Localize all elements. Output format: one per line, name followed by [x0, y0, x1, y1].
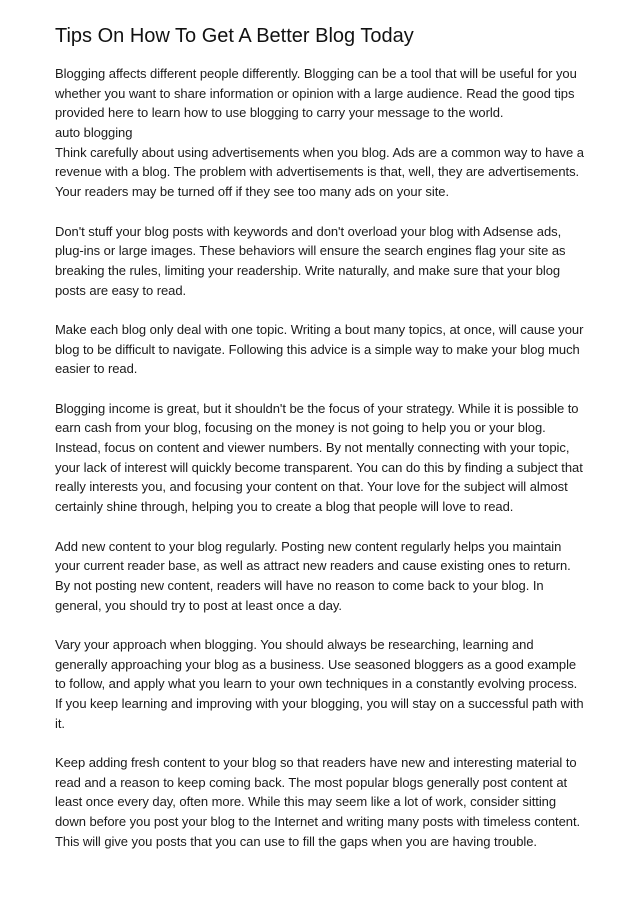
paragraph-line: posts are easy to read.: [55, 282, 187, 298]
paragraph-line: easier to read.: [55, 361, 138, 377]
paragraph-line: certainly shine through, helping you to create a blog that people will love to read.: [55, 499, 514, 515]
paragraph-line: whether you want to share information or opinion with a large audience. Read the good tips: [55, 85, 575, 101]
paragraph-line: your current reader base, as well as attract new readers and cause existing ones to return.: [55, 558, 571, 574]
paragraph-line: provided here to learn how to use blogging to carry your message to the world.: [55, 105, 504, 121]
paragraph-line: Blogging income is great, but it shouldn't be the focus of your strategy. While it is possible to: [55, 400, 579, 416]
paragraph-line: your lack of interest will quickly become transparent. You can do this by finding a subject that: [55, 459, 583, 475]
paragraph-line: really interests you, and focusing your content on that. Your love for the subject will almost: [55, 479, 568, 495]
paragraph-line: Instead, focus on content and viewer numbers. By not mentally connecting with your topic,: [55, 440, 570, 456]
paragraph-gap: [55, 733, 590, 753]
paragraph-gap: [55, 517, 590, 537]
document-page: [55, 22, 590, 852]
paragraph-line: to follow, and apply what you learn to your own techniques in a constantly evolving process.: [55, 676, 578, 692]
page-title: Tips On How To Get A Better Blog Today: [55, 25, 414, 47]
paragraph-gap: [55, 379, 590, 399]
paragraph-line: blog to be difficult to navigate. Following this advice is a simple way to make your blog much: [55, 341, 580, 357]
paragraph-line: generally approaching your blog as a business. Use seasoned bloggers as a good example: [55, 656, 577, 672]
paragraph-line: earn cash from your blog, focusing on the money is not going to help you or your blog.: [55, 420, 546, 436]
paragraph-gap: [55, 300, 590, 320]
paragraph-line: Make each blog only deal with one topic. Writing a bout many topics, at once, will cause your: [55, 321, 584, 337]
paragraph-line: Keep adding fresh content to your blog so that readers have new and interesting material to: [55, 755, 577, 771]
article-body: [55, 64, 590, 852]
paragraph-line: breaking the rules, limiting your readership. Write naturally, and make sure that your blog: [55, 262, 561, 278]
paragraph-gap: [55, 202, 590, 222]
paragraph-line: Add new content to your blog regularly. Posting new content regularly helps you maintain: [55, 538, 562, 554]
paragraph-line: down before you post your blog to the Internet and writing many posts with timeless content.: [55, 814, 581, 830]
paragraph-line: least once every day, often more. While this may seem like a lot of work, consider sitting: [55, 794, 557, 810]
paragraph-gap: [55, 615, 590, 635]
paragraph-line: Your readers may be turned off if they see too many ads on your site.: [55, 184, 450, 200]
paragraph-line: Think carefully about using advertisements when you blog. Ads are a common way to have a: [55, 144, 584, 160]
paragraph-line: auto blogging: [55, 125, 133, 141]
paragraph-line: read and a reason to keep coming back. The most popular blogs generally post content at: [55, 774, 568, 790]
paragraph-line: Blogging affects different people differently. Blogging can be a tool that will be useful for you: [55, 66, 577, 81]
paragraph-line: Don't stuff your blog posts with keywords and don't overload your blog with Adsense ads,: [55, 223, 562, 239]
paragraph-line: plug-ins or large images. These behaviors will ensure the search engines flag your site as: [55, 243, 566, 259]
paragraph-line: This will give you posts that you can use to fill the gaps when you are having trouble.: [55, 833, 537, 849]
paragraph-line: general, you should try to post at least once a day.: [55, 597, 342, 613]
paragraph-line: By not posting new content, readers will have no reason to come back to your blog. In: [55, 577, 544, 593]
paragraph-line: revenue with a blog. The problem with advertisements is that, well, they are advertisements.: [55, 164, 580, 180]
paragraph-line: it.: [55, 715, 65, 731]
paragraph-line: If you keep learning and improving with your blogging, you will stay on a successful path with: [55, 696, 584, 711]
paragraph-line: Vary your approach when blogging. You should always be researching, learning and: [55, 636, 534, 652]
